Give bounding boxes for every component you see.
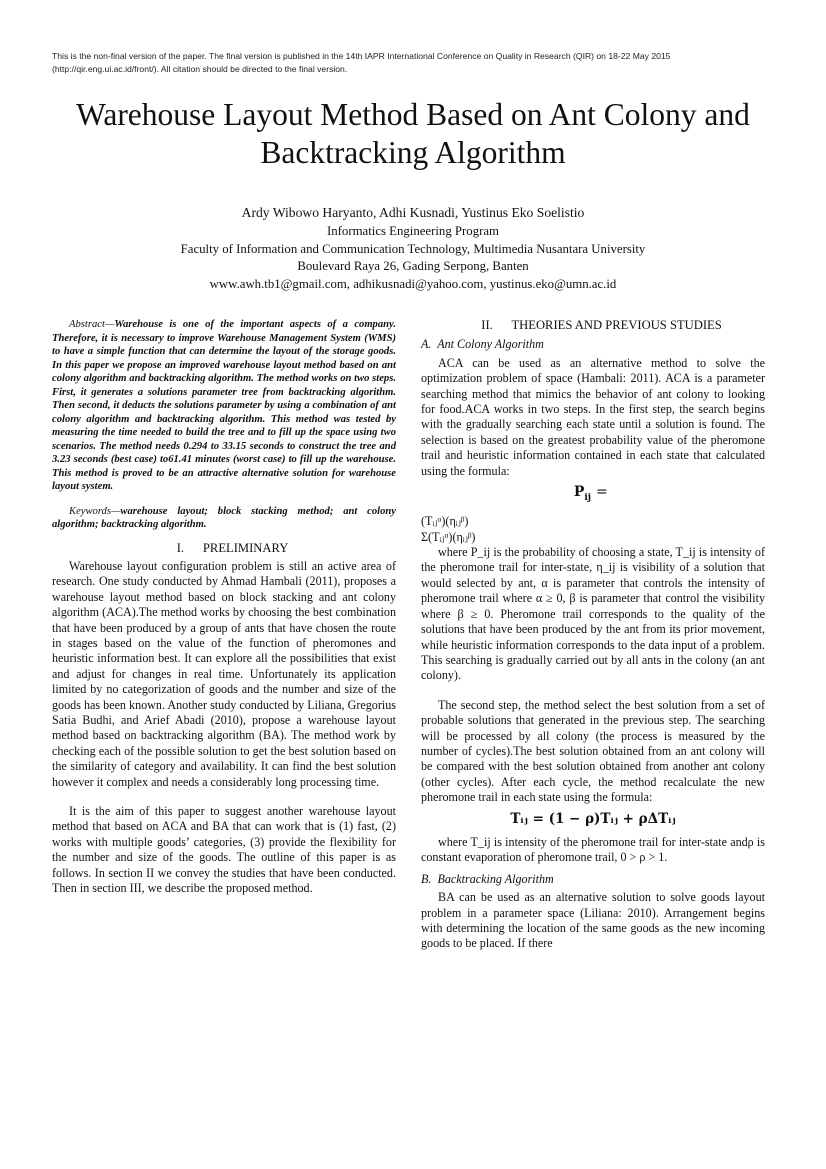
publication-notice: This is the non-final version of the paper. The final version is published in the 14th IAPR International Conference on Quality in Research (QIR) on 18-22 May 2015 (http://qir.eng.ui.ac.id/front/). All citation should be directed to the final version. (52, 51, 671, 74)
right-column (421, 318, 765, 952)
paper-title: Warehouse Layout Method Based on Ant Colony and Backtracking Algorithm (76, 97, 750, 170)
formula-numerator: (Tᵢⱼᵅ)(ηᵢⱼᵝ) (421, 514, 469, 529)
keywords-lead: Keywords— (69, 505, 121, 517)
formula-lhs-sub: ij (584, 492, 592, 503)
pheromone-update-formula: Tᵢⱼ = (1 − ρ)Tᵢⱼ + ρΔTᵢⱼ (510, 810, 676, 827)
aca-paragraph-3: The second step, the method select the best solution from a set of probable solutions that generated in the previous step. The searching will be processed by all colony (the process is measured by the number of cycles).The best solution obtained from an ant colony will be compared with the best solution obtained from another ant colony (other cycles). After each cycle, the method recalculate the new pheromone trail in each state using the formula: (421, 697, 765, 805)
author-names: Ardy Wibowo Haryanto, Adhi Kusnadi, Yustinus Eko Soelistio (241, 205, 585, 220)
author-address: Boulevard Raya 26, Gading Serpong, Banten (297, 259, 529, 274)
section-heading-theories: II. THEORIES AND PREVIOUS STUDIES (481, 318, 722, 332)
formula-lhs: P (573, 484, 585, 501)
author-emails: www.awh.tb1@gmail.com, adhikusnadi@yahoo.com, yustinus.eko@umn.ac.id (209, 277, 617, 292)
preliminary-paragraph-2: It is the aim of this paper to suggest another warehouse layout method that based on ACA and BA that can work that is (1) fast, (2) works with multiple goods’ categories, (3) provide the flexibility for the number and size of the goods. The outline of this paper is as follows. In section II we convey the studies that have been conducted. Then in section III, we describe the proposed method. (52, 804, 396, 896)
aca-paragraph-1: ACA can be used as an alternative method to solve the optimization problem of space (Hambali: 2011). ACA is a parameter searching method that mimics the behavior of ant colony to looking for food.ACA works in two steps. In the first step, the search begins with the gradually searching each state until a solution is found. The selection is based on the greatest probability value of the pheromone trail and heuristic information contained in each state that calculated using the formula: (421, 355, 765, 478)
section-heading-preliminary: I. PRELIMINARY (176, 540, 289, 555)
backtracking-paragraph-1: BA can be used as an alternative solution to solve goods layout problem in a parameter space (Liliana: 2010). Arrangement begins with determining the location of the same goods as the new incoming goods to be placed. If there (421, 890, 765, 951)
author-block (60, 204, 766, 294)
probability-formula: $P_{ij}$ = (573, 484, 613, 503)
abstract-text: Warehouse is one of the important aspects of a company. Therefore, it is necessary to improve Warehouse Management System (WMS) to have a simple function that can determine the layout of the storage goods. In this paper we propose an improved warehouse layout method based on ant colony algorithm and backtracking algorithm. The method works on two steps. First, it generates a solutions parameter tree from backtracking algorithm. Then second, it deducts the solutions parameter by using a combination of ant colony algorithm and backtracking algorithm. This method was tested by measuring the time needed to build the tree and to fill up the space using two scenarios. The method needs 0.294 to 33.15 seconds to construct the tree and 3.23 seconds (best case) to61.41 minutes (worst case) to fill up the warehouse. This method is proved to be an attractive alternative solution for warehouse layout system. (52, 319, 396, 492)
keywords-text: warehouse layout; block stacking method; ant colony algorithm; backtracking algorithm. (52, 505, 396, 530)
abstract (52, 318, 396, 494)
formula-denominator: Σ(Tᵢⱼᵅ)(ηᵢⱼᵝ) (421, 529, 476, 544)
abstract-lead: Abstract— (69, 319, 115, 330)
author-program: Informatics Engineering Program (327, 223, 499, 238)
author-faculty: Faculty of Information and Communication Technology, Multimedia Nusantara University (180, 241, 646, 256)
subsection-heading-backtracking: B. Backtracking Algorithm (421, 871, 554, 886)
preliminary-paragraph-1: Warehouse layout configuration problem is still an active area of research. One study conducted by Ahmad Hambali (2011), proposes a warehouse layout method based on block stacking and ant colony algorithm (ACA).The method works by choosing the best combination that have been produced by a group of ants that have chosen the route in stages based on the value of the function of pheromones and heuristic information best. It can explore all the possibilities that exist and adjust for changes in real time. Unfortunately its application limited by no categorization of goods and the number and size of the goods has been known. Another study conducted by Liliana, Gregorius Satia Budhi, and Arief Abadi (2010), propose a warehouse layout method based on backtracking algorithm (BA). The method work by checking each of the possible solution to get the best solution based on the similarity of category and availability. It can find the best solution however it complex and needs a considerably long processing time. (52, 558, 396, 789)
left-column (52, 318, 396, 896)
keywords (52, 505, 396, 532)
subsection-heading-aca: A. Ant Colony Algorithm (421, 337, 544, 352)
aca-paragraph-2: where P_ij is the probability of choosing a state, T_ij is intensity of the pheromone trail for inter-state, η_ij is visibility of a solution that would selected by ant, α is parameter that controls the intensity of pheromone trail where α ≥ 0, β is parameter that control the visibility where β ≥ 0. Pheromone trail corresponds to the quality of the solutions that have been produced by the ant from its prior movement, while heuristic information corresponds to the data input of a problem. This searching is gradually carried out by all ants in the colony (an ant colony). (421, 545, 765, 683)
aca-paragraph-4: where T_ij is intensity of the pheromone trail for inter-state andρ is constant evaporation of pheromone trail, 0 > ρ > 1. (421, 834, 765, 865)
